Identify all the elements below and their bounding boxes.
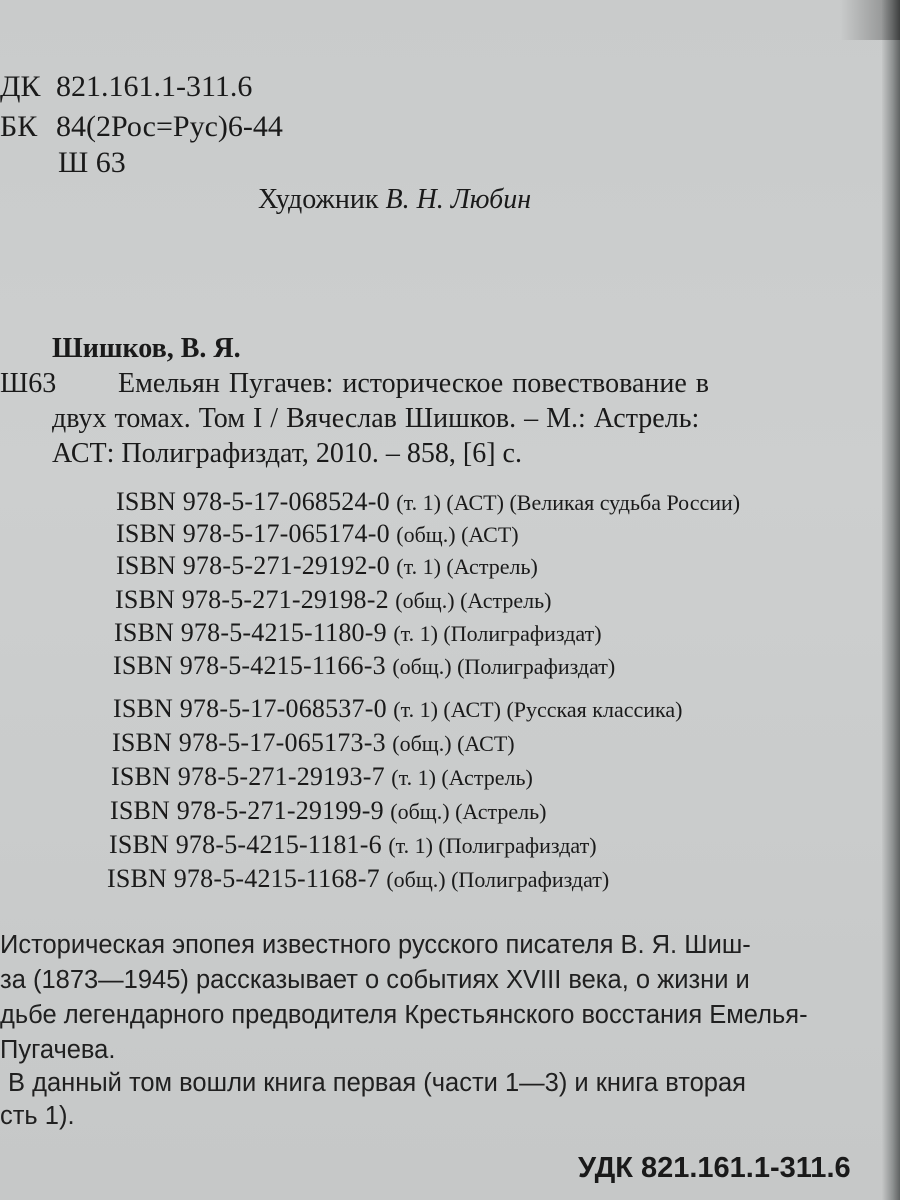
udk-value: 821.161.1-311.6 [56, 70, 253, 103]
footer-udk: УДК 821.161.1-311.6 [578, 1152, 851, 1184]
author-sign-header: Ш 63 [58, 146, 126, 179]
isbn-line: ISBN 978-5-271-29198-2 (общ.) (Астрель) [115, 585, 552, 614]
isbn-line: ISBN 978-5-271-29193-7 (т. 1) (Астрель) [111, 762, 533, 791]
isbn-line: ISBN 978-5-4215-1166-3 (общ.) (Полиграфиздат) [113, 651, 616, 680]
udk-label: ДК [0, 70, 41, 103]
artist-prefix: Художник [258, 184, 379, 215]
page-corner-shadow [840, 0, 900, 40]
isbn-line: ISBN 978-5-4215-1180-9 (т. 1) (Полиграфиздат) [114, 618, 602, 647]
isbn-line: ISBN 978-5-271-29199-9 (общ.) (Астрель) [110, 796, 547, 825]
catalog-author-sign: Ш63 [0, 368, 57, 399]
isbn-line: ISBN 978-5-4215-1168-7 (общ.) (Полиграфиздат) [107, 864, 610, 893]
isbn-line: ISBN 978-5-17-065173-3 (общ.) (АСТ) [112, 728, 515, 757]
catalog-description-line-2: двух томах. Том I / Вячеслав Шишков. – М.: Астрель: [52, 403, 700, 434]
isbn-line: ISBN 978-5-4215-1181-6 (т. 1) (Полиграфиздат) [109, 830, 597, 859]
artist-credit [258, 184, 531, 216]
abstract-line-6: сть 1). [0, 1102, 75, 1130]
bbk-value: 84(2Рос=Рус)6-44 [56, 110, 283, 143]
page-edge-shadow [882, 0, 900, 1200]
catalog-description-line-3: АСТ: Полиграфиздат, 2010. – 858, [6] с. [52, 438, 522, 469]
isbn-line: ISBN 978-5-271-29192-0 (т. 1) (Астрель) [116, 551, 538, 580]
isbn-line: ISBN 978-5-17-068537-0 (т. 1) (АСТ) (Русская классика) [113, 694, 683, 723]
bbk-label: БК [0, 110, 38, 143]
abstract-line-4: Пугачева. [0, 1036, 116, 1064]
isbn-line: ISBN 978-5-17-068524-0 (т. 1) (АСТ) (Великая судьба России) [116, 487, 741, 516]
abstract-line-2: за (1873—1945) рассказывает о событиях XVIII века, о жизни и [0, 966, 750, 994]
abstract-line-1: Историческая эпопея известного русского писателя В. Я. Шиш- [0, 931, 751, 959]
catalog-description-line-1: Емельян Пугачев: историческое повествование в [118, 368, 709, 399]
abstract-line-5: В данный том вошли книга первая (части 1—3) и книга вторая [8, 1069, 746, 1097]
catalog-author: Шишков, В. Я. [52, 333, 241, 364]
artist-name: В. Н. Любин [385, 184, 532, 215]
isbn-line: ISBN 978-5-17-065174-0 (общ.) (АСТ) [116, 519, 519, 548]
abstract-line-3: дьбе легендарного предводителя Крестьянского восстания Емелья- [0, 1001, 808, 1029]
